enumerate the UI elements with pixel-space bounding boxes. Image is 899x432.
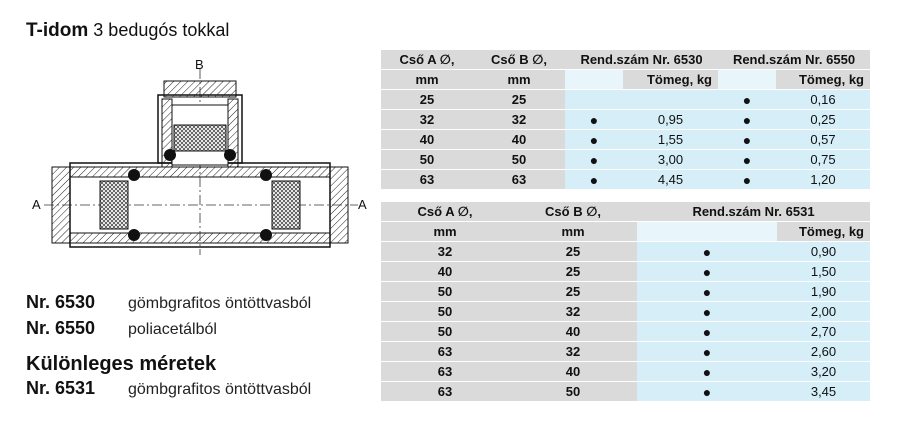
cell-a: 63 bbox=[381, 362, 509, 382]
cell-dot-6550: ● bbox=[718, 170, 776, 190]
cell-dot-6530: ● bbox=[565, 150, 623, 170]
special-sizes-heading: Különleges méretek bbox=[26, 353, 217, 375]
col-header-rend-6530: Rend.szám Nr. 6530 bbox=[565, 50, 718, 70]
table-row bbox=[381, 242, 870, 262]
col-header-mm: mm bbox=[509, 222, 637, 242]
cell-dot: ● bbox=[637, 362, 777, 382]
cell-b: 40 bbox=[473, 130, 565, 150]
label-b: B bbox=[195, 57, 204, 72]
cell-b: 40 bbox=[509, 322, 637, 342]
title-rest: 3 bedugós tokkal bbox=[93, 20, 230, 40]
cell-weight: 2,60 bbox=[777, 342, 870, 362]
cell-dot-6530: ● bbox=[565, 170, 623, 190]
table-row bbox=[381, 322, 870, 342]
cell-b: 40 bbox=[509, 362, 637, 382]
cell-dot-6550: ● bbox=[718, 90, 776, 110]
cell-weight-6550: 1,20 bbox=[776, 170, 870, 190]
col-header-mm: mm bbox=[381, 222, 509, 242]
cell-b: 25 bbox=[509, 262, 637, 282]
cell-a: 32 bbox=[381, 242, 509, 262]
label-a-right: A bbox=[358, 197, 367, 212]
cell-weight-6530: 4,45 bbox=[623, 170, 718, 190]
cell-weight-6530: 3,00 bbox=[623, 150, 718, 170]
table-row bbox=[381, 90, 870, 110]
cell-weight: 3,45 bbox=[777, 382, 870, 402]
cell-weight: 0,90 bbox=[777, 242, 870, 262]
table-row bbox=[381, 362, 870, 382]
note-code: Nr. 6550 bbox=[26, 318, 96, 338]
cell-a: 32 bbox=[381, 110, 473, 130]
cell-b: 25 bbox=[473, 90, 565, 110]
cell-dot: ● bbox=[637, 322, 777, 342]
cell-a: 50 bbox=[381, 322, 509, 342]
table-row bbox=[381, 170, 870, 190]
tee-fitting-drawing bbox=[30, 55, 370, 265]
cell-b: 50 bbox=[509, 382, 637, 402]
cell-weight-6550: 0,16 bbox=[776, 90, 870, 110]
cell-a: 63 bbox=[381, 342, 509, 362]
note-6531 bbox=[26, 378, 311, 404]
cell-b: 63 bbox=[473, 170, 565, 190]
col-header-tomeg: Tömeg, kg bbox=[776, 70, 870, 90]
col-header-cso-b: Cső B ∅, bbox=[473, 50, 565, 70]
note-6550 bbox=[26, 318, 311, 344]
note-text: poliacetálból bbox=[128, 321, 217, 338]
cell-a: 63 bbox=[381, 170, 473, 190]
cell-a: 50 bbox=[381, 302, 509, 322]
table-row bbox=[381, 130, 870, 150]
cell-a: 63 bbox=[381, 382, 509, 402]
col-header-tomeg: Tömeg, kg bbox=[777, 222, 870, 242]
cell-b: 50 bbox=[473, 150, 565, 170]
cell-b: 32 bbox=[509, 342, 637, 362]
table-row bbox=[381, 302, 870, 322]
cell-a: 40 bbox=[381, 130, 473, 150]
cell-dot-6550: ● bbox=[718, 110, 776, 130]
cell-dot-6550: ● bbox=[718, 130, 776, 150]
note-text: gömbgrafitos öntöttvasból bbox=[128, 381, 312, 398]
cell-dot-6530 bbox=[565, 90, 623, 110]
note-text: gömbgrafitos öntöttvasból bbox=[128, 295, 312, 312]
cell-dot: ● bbox=[637, 342, 777, 362]
cell-weight: 3,20 bbox=[777, 362, 870, 382]
cell-b: 25 bbox=[509, 282, 637, 302]
note-6530 bbox=[26, 292, 311, 318]
cell-weight: 2,00 bbox=[777, 302, 870, 322]
col-header-cso-b: Cső B ∅, bbox=[509, 202, 637, 222]
cell-weight-6530: 0,95 bbox=[623, 110, 718, 130]
table-row bbox=[381, 282, 870, 302]
cell-dot: ● bbox=[637, 302, 777, 322]
cell-b: 25 bbox=[509, 242, 637, 262]
cell-weight: 1,50 bbox=[777, 262, 870, 282]
col-header-mm: mm bbox=[473, 70, 565, 90]
col-header-rend-6531: Rend.szám Nr. 6531 bbox=[637, 202, 870, 222]
table-row bbox=[381, 342, 870, 362]
col-header-tomeg: Tömeg, kg bbox=[623, 70, 718, 90]
cell-dot: ● bbox=[637, 242, 777, 262]
col-header-rend-6550: Rend.szám Nr. 6550 bbox=[718, 50, 870, 70]
cell-weight: 2,70 bbox=[777, 322, 870, 342]
cell-dot-6530: ● bbox=[565, 110, 623, 130]
table-row bbox=[381, 110, 870, 130]
cell-b: 32 bbox=[473, 110, 565, 130]
cell-dot: ● bbox=[637, 382, 777, 402]
cell-dot: ● bbox=[637, 282, 777, 302]
note-code: Nr. 6531 bbox=[26, 378, 96, 398]
col-header-cso-a: Cső A ∅, bbox=[381, 50, 473, 70]
table-row bbox=[381, 262, 870, 282]
cell-a: 50 bbox=[381, 150, 473, 170]
cell-weight-6530 bbox=[623, 90, 718, 110]
page-title bbox=[26, 20, 229, 42]
product-notes bbox=[26, 292, 311, 404]
cell-weight: 1,90 bbox=[777, 282, 870, 302]
table-row bbox=[381, 150, 870, 170]
title-bold: T-idom bbox=[26, 20, 89, 41]
table-6530-6550 bbox=[381, 50, 870, 190]
cell-weight-6530: 1,55 bbox=[623, 130, 718, 150]
note-code: Nr. 6530 bbox=[26, 292, 96, 312]
cell-weight-6550: 0,75 bbox=[776, 150, 870, 170]
col-header-mm: mm bbox=[381, 70, 473, 90]
col-header-cso-a: Cső A ∅, bbox=[381, 202, 509, 222]
cell-dot: ● bbox=[637, 262, 777, 282]
cell-weight-6550: 0,57 bbox=[776, 130, 870, 150]
label-a-left: A bbox=[32, 197, 41, 212]
cell-a: 40 bbox=[381, 262, 509, 282]
cell-weight-6550: 0,25 bbox=[776, 110, 870, 130]
cell-a: 25 bbox=[381, 90, 473, 110]
cell-dot-6550: ● bbox=[718, 150, 776, 170]
cell-dot-6530: ● bbox=[565, 130, 623, 150]
table-6531 bbox=[381, 202, 870, 402]
cell-b: 32 bbox=[509, 302, 637, 322]
cell-a: 50 bbox=[381, 282, 509, 302]
table-row bbox=[381, 382, 870, 402]
